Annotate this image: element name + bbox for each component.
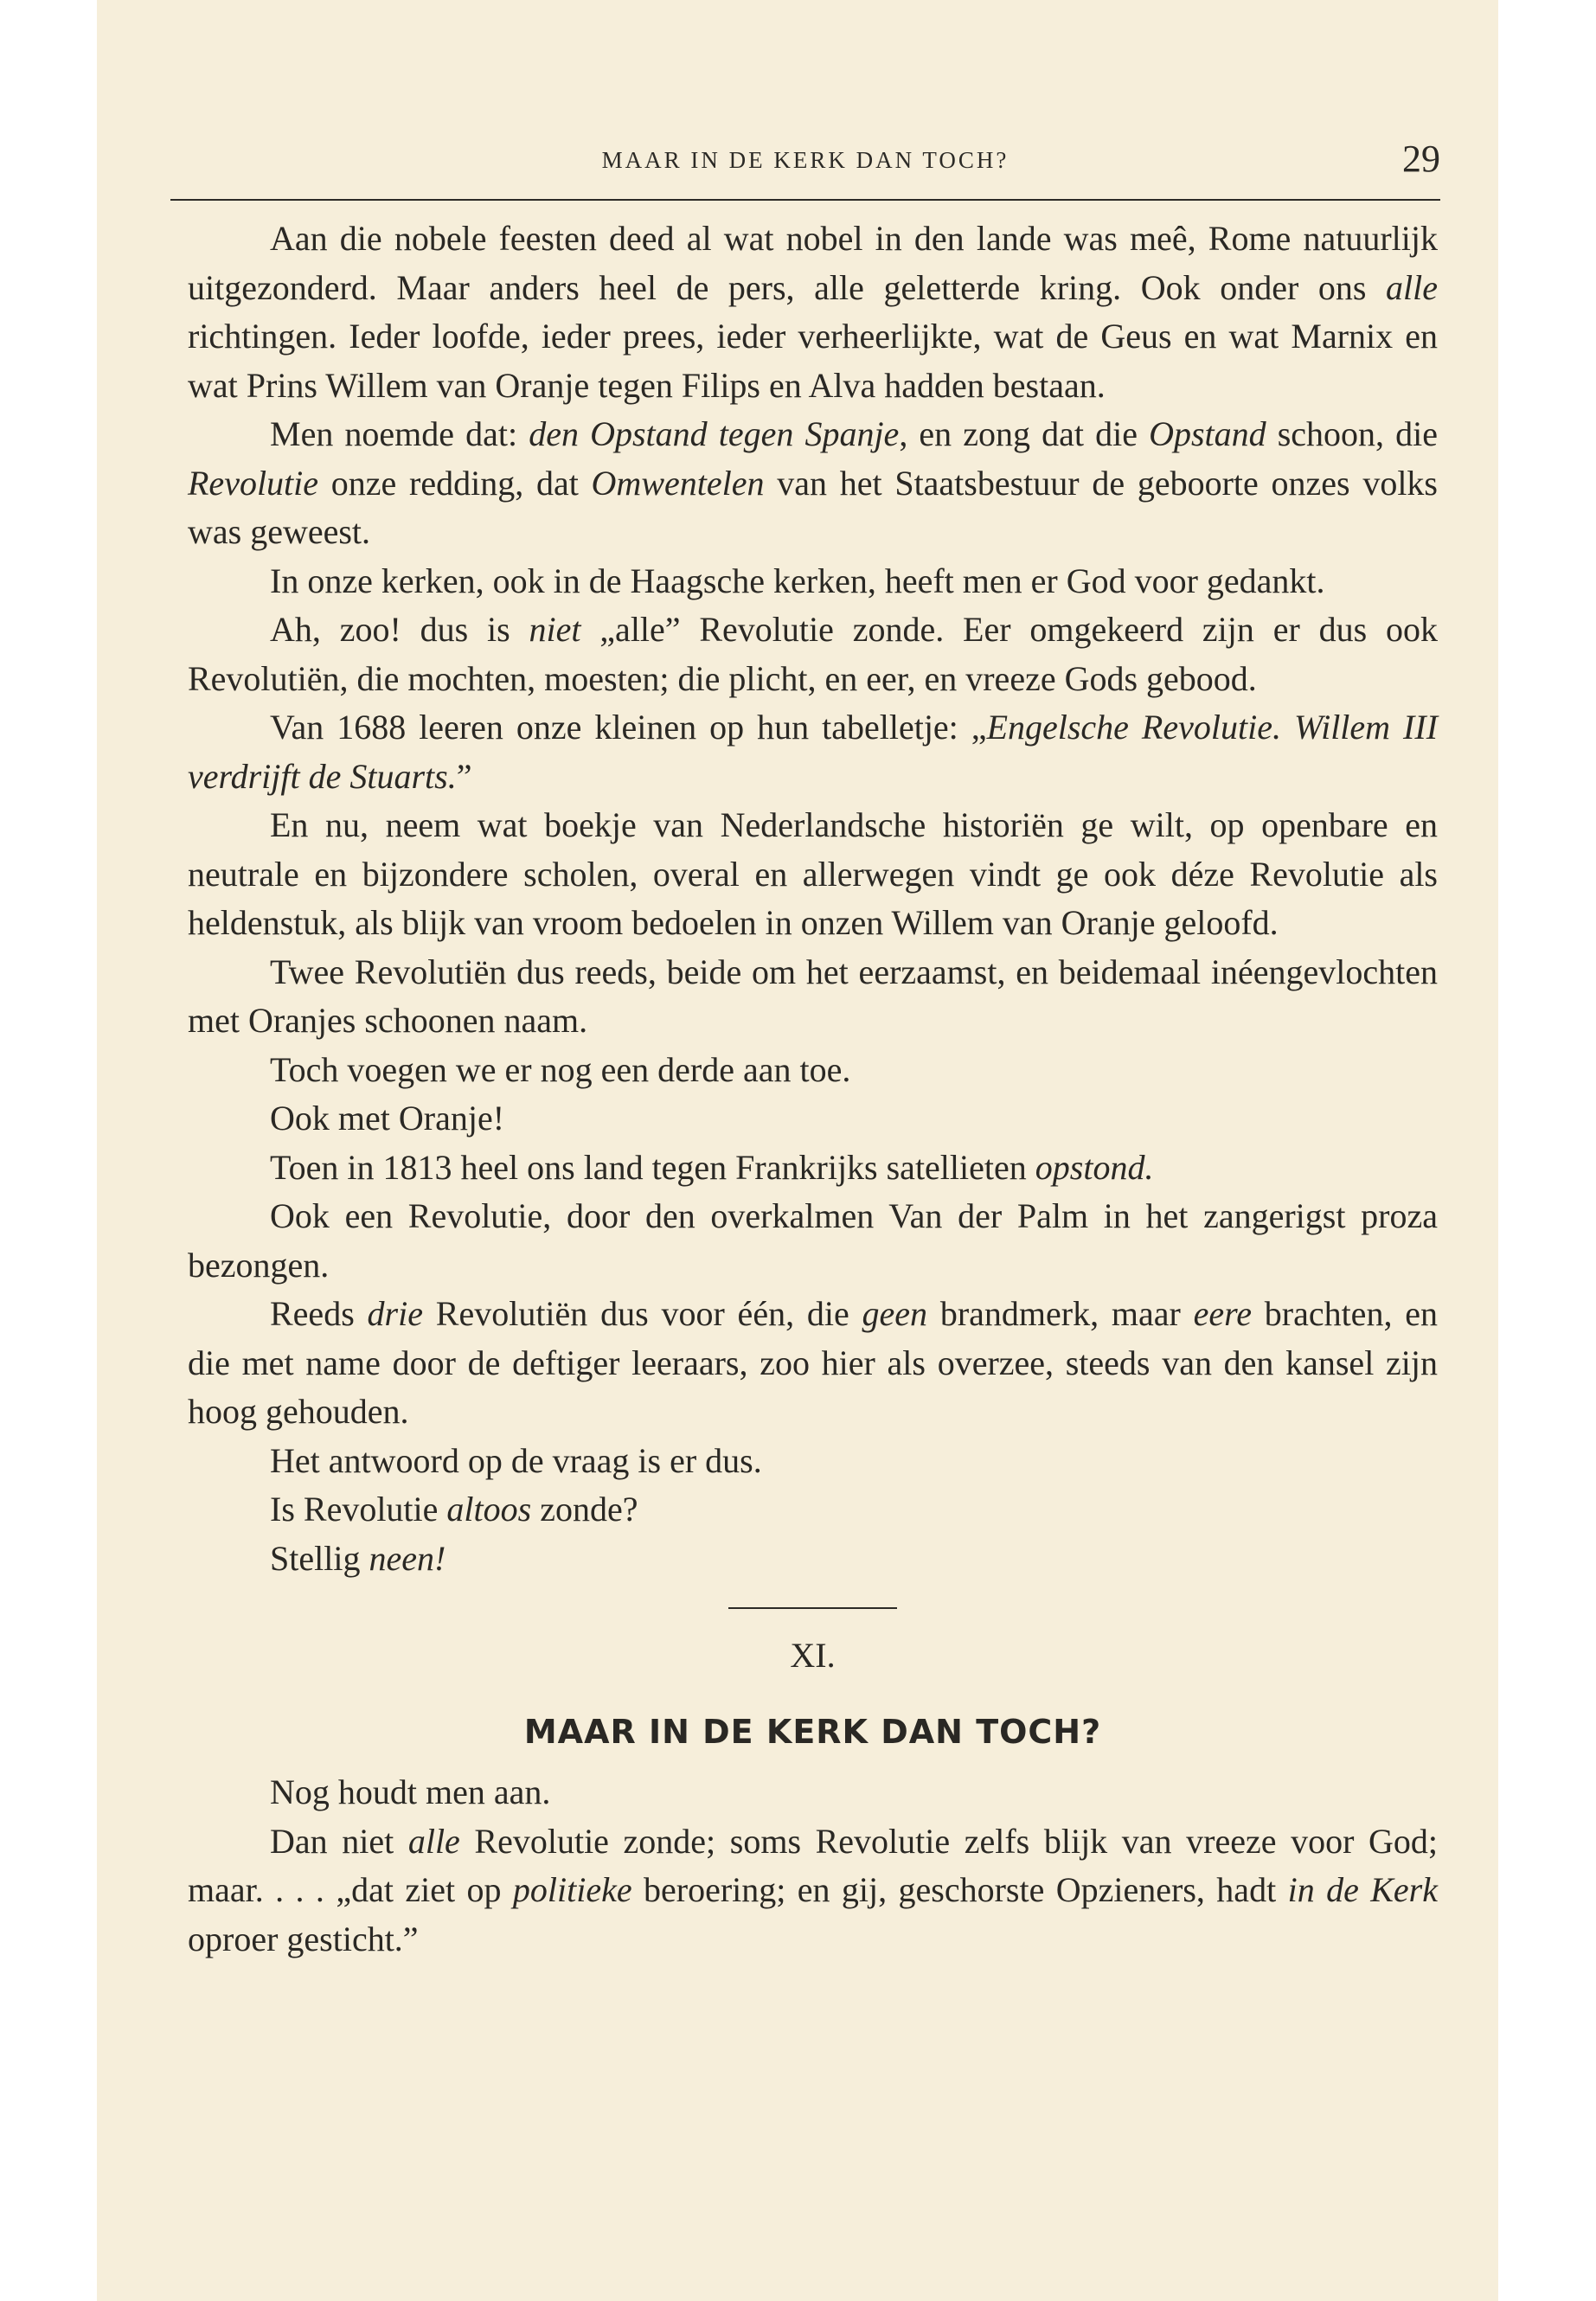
text-run: oproer gesticht.”	[188, 1919, 419, 1958]
text-run: Revolutiën dus voor één, die	[422, 1294, 862, 1333]
running-head: MAAR IN DE KERK DAN TOCH?	[601, 147, 1010, 173]
text-run: Stellig	[270, 1538, 369, 1578]
paragraph	[188, 1046, 1438, 1095]
paragraph	[188, 606, 1438, 703]
chapter-text	[188, 1768, 1438, 1964]
text-run: zonde?	[531, 1490, 638, 1529]
italic-text: alle	[407, 1821, 460, 1861]
text-run: Toch voegen we er nog een derde aan toe.	[270, 1049, 851, 1089]
paragraph	[188, 1768, 1438, 1817]
section-separator	[728, 1607, 897, 1609]
text-run: Reeds	[270, 1294, 368, 1333]
paragraph	[188, 1094, 1438, 1144]
text-run: , en zong dat die	[899, 414, 1150, 453]
chapter-title: MAAR IN DE KERK DAN TOCH?	[523, 1713, 1102, 1751]
italic-text: den Opstand tegen Spanje	[529, 414, 900, 453]
italic-text: altoos	[446, 1490, 532, 1529]
text-run: Toen in 1813 heel ons land tegen Frankrijks satellieten	[270, 1147, 1035, 1187]
paragraph	[188, 1192, 1438, 1290]
text-run: schoon, die	[1266, 414, 1439, 453]
paragraph	[188, 410, 1438, 557]
text-run: onze redding, dat	[318, 463, 592, 503]
italic-text: neen!	[369, 1538, 446, 1578]
italic-text: Revolutie	[188, 463, 319, 503]
text-run: brachten, en die met name door de deftiger leeraars, zoo hier als overzee, steeds van den kansel zijn hoog gehouden.	[188, 1294, 1438, 1431]
text-run: richtingen. Ieder loofde, ieder prees, ieder verheerlijkte, wat de Geus en wat Marnix en wat Prins Willem van Oranje tegen Filips en Alva hadden bestaan.	[188, 317, 1438, 405]
text-run: En nu, neem wat boekje van Nederlandsche historiën ge wilt, op openbare en neutrale en bijzondere scholen, overal en allerwegen vindt ge ook déze Revolutie als heldenstuk, als blijk van vroom bedoelen in onzen Willem van Oranje geloofd.	[188, 805, 1438, 942]
paragraph	[188, 703, 1438, 801]
text-run: „alle” Revolutie zonde. Eer omgekeerd zijn er dus ook Revolutiën, die mochten, moesten; die plicht, en eer, en vreeze Gods gebood.	[188, 610, 1438, 698]
italic-text: geen	[862, 1294, 928, 1333]
text-run: van het Staatsbestuur de geboorte onzes volks was geweest.	[188, 463, 1439, 551]
text-run: Van 1688 leeren onze kleinen op hun tabelletje: „	[270, 708, 987, 747]
italic-text: Omwentelen	[591, 463, 765, 503]
italic-text: Opstand	[1149, 414, 1266, 453]
text-run: ”	[456, 756, 472, 796]
text-run: Ook een Revolutie, door den overkalmen Van der Palm in het zangerigst proza bezongen.	[188, 1196, 1438, 1285]
italic-text: in de Kerk	[1287, 1870, 1438, 1909]
italic-text: niet	[529, 610, 581, 649]
text-run: Dan niet	[270, 1821, 408, 1861]
header-rule	[170, 199, 1440, 201]
text-run: Ah, zoo! dus is	[270, 610, 529, 649]
text-run: Nog houdt men aan.	[270, 1772, 551, 1811]
book-page	[97, 0, 1498, 2301]
page-header	[170, 137, 1440, 189]
text-run: Revolutie zonde; soms Revolutie zelfs blijk van vreeze voor God; maar. . . . „dat ziet op	[188, 1821, 1438, 1909]
text-run: Twee Revolutiën dus reeds, beide om het eerzaamst, en beidemaal inéengevlochten met Oranjes schoonen naam.	[188, 952, 1438, 1040]
text-run: Aan die nobele feesten deed al wat nobel in den lande was meê, Rome natuurlijk uitgezonderd. Maar anders heel de pers, alle geletterde kring. Ook onder ons	[188, 219, 1438, 307]
text-run: brandmerk, maar	[927, 1294, 1194, 1333]
italic-text: eere	[1193, 1294, 1252, 1333]
italic-text: alle	[1386, 267, 1438, 307]
italic-text: Engelsche Revolutie. Willem III verdrijft de Stuarts.	[188, 708, 1439, 796]
paragraph	[188, 1437, 1438, 1486]
paragraph	[188, 1485, 1438, 1535]
italic-text: opstond.	[1035, 1147, 1154, 1187]
text-run: Ook met Oranje!	[270, 1099, 505, 1138]
paragraph	[188, 1535, 1438, 1584]
paragraph	[188, 1144, 1438, 1193]
paragraph	[188, 1817, 1438, 1965]
paragraph	[188, 801, 1438, 948]
paragraph	[188, 215, 1438, 410]
text-run: beroering; en gij, geschorste Opzieners, hadt	[631, 1870, 1288, 1909]
paragraph	[188, 1290, 1438, 1437]
text-run: Het antwoord op de vraag is er dus.	[270, 1440, 762, 1480]
italic-text: drie	[367, 1294, 423, 1333]
paragraph	[188, 557, 1438, 606]
text-run: In onze kerken, ook in de Haagsche kerken, heeft men er God voor gedankt.	[270, 561, 1325, 600]
page-body	[188, 215, 1438, 1964]
paragraph	[188, 948, 1438, 1046]
italic-text: politieke	[512, 1870, 632, 1909]
page-number: 29	[1402, 138, 1440, 180]
text-run: Is Revolutie	[270, 1490, 447, 1529]
section-text	[188, 215, 1438, 1583]
chapter-number: XI.	[790, 1636, 836, 1675]
text-run: Men noemde dat:	[270, 414, 529, 453]
